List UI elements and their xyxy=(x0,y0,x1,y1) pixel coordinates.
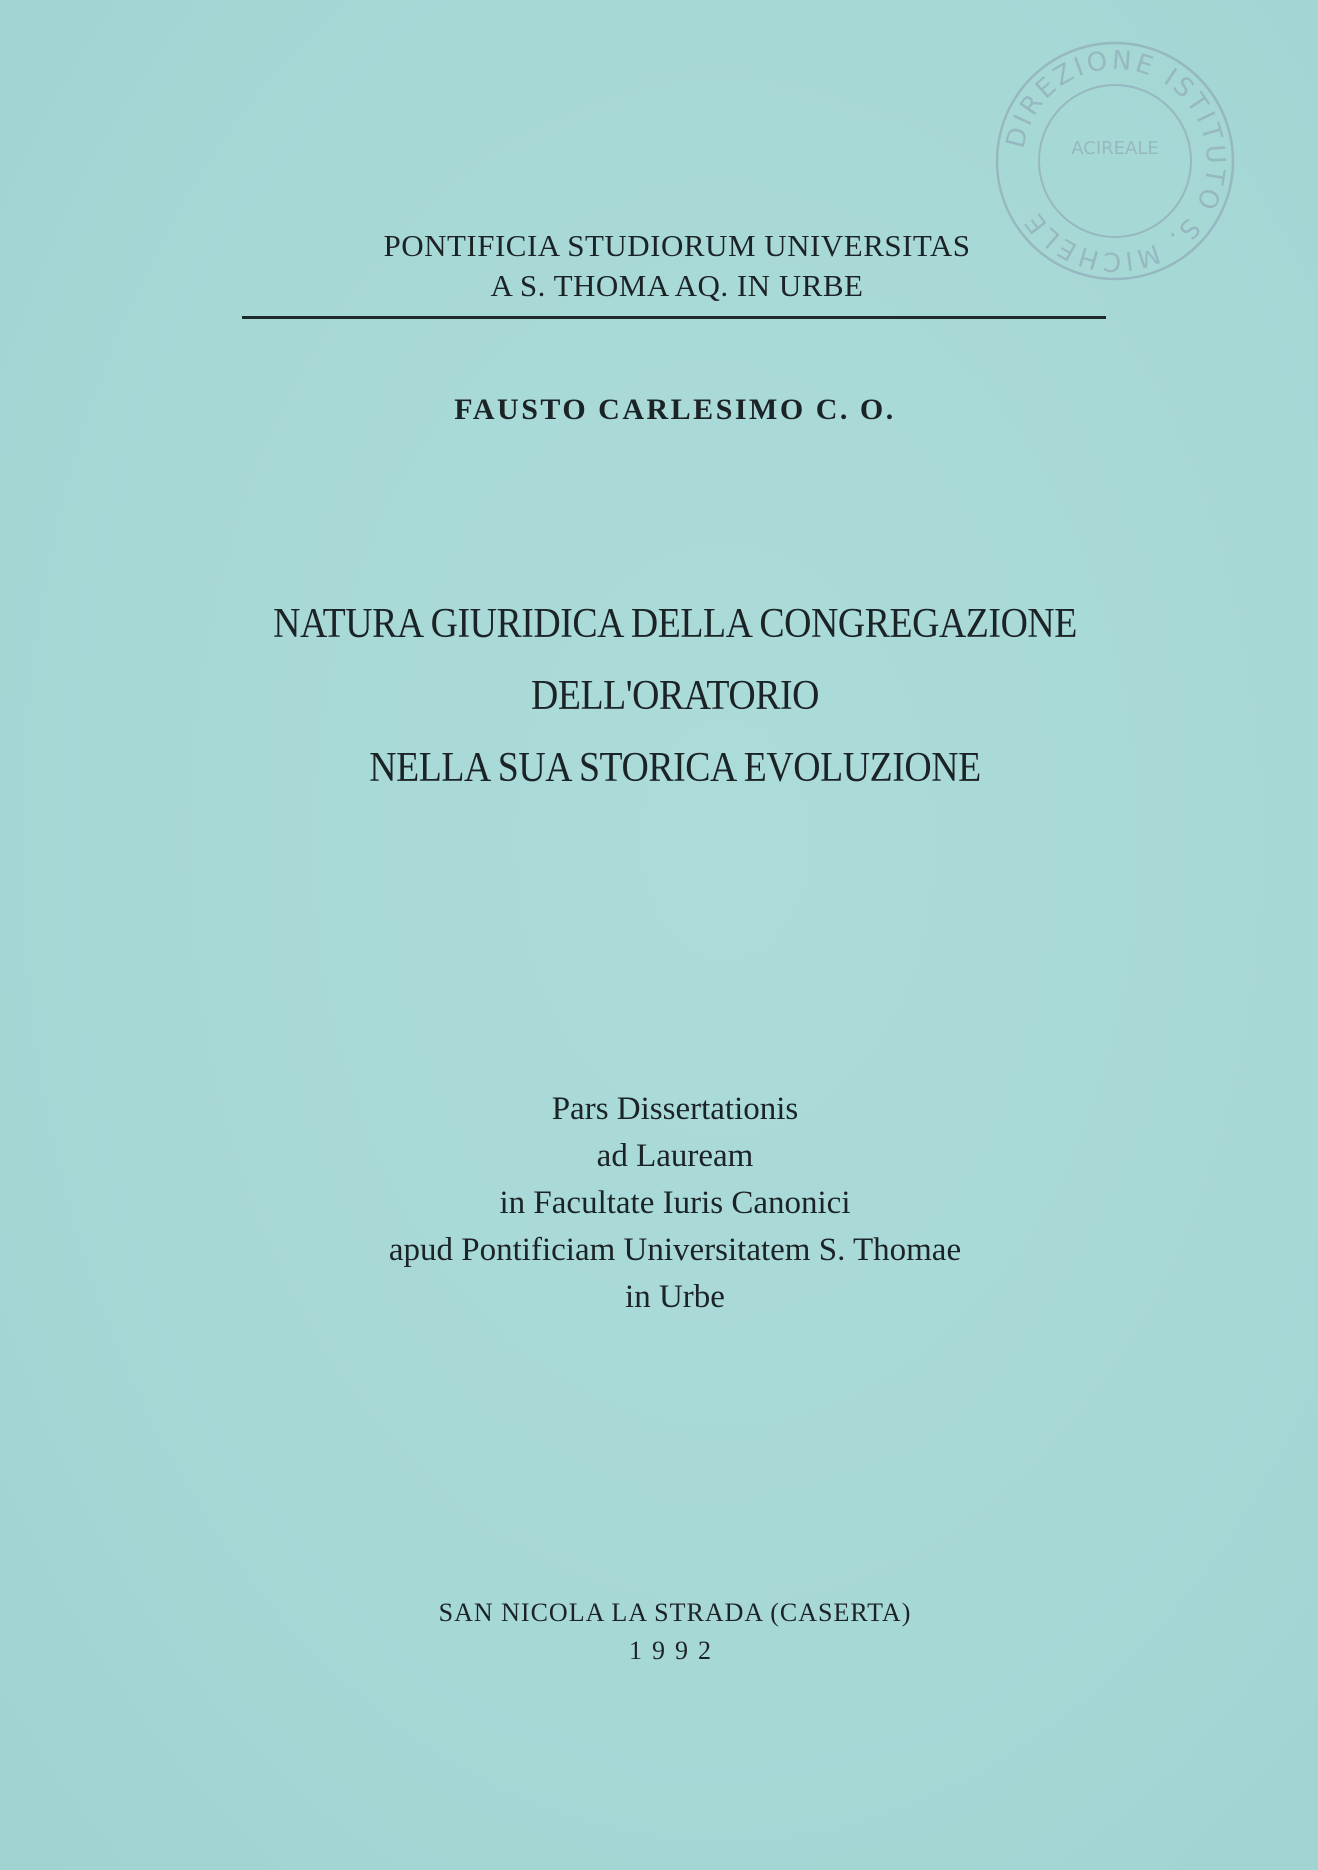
dissertation-line-4: apud Pontificiam Universitatem S. Thomae xyxy=(388,1232,962,1268)
dissertation-note xyxy=(16,1086,1318,1321)
title-line-2: DELL'ORATORIO xyxy=(531,673,819,719)
title-line-1: NATURA GIURIDICA DELLA CONGREGAZIONE xyxy=(273,601,1077,647)
publication-year: 1992 xyxy=(629,1636,721,1665)
header-rule xyxy=(242,316,1106,319)
institution-line-2: A S. THOMA AQ. IN URBE xyxy=(490,268,864,303)
book-title xyxy=(16,588,1318,804)
institution-header xyxy=(18,226,1318,306)
publication-info xyxy=(16,1594,1318,1670)
stamp-outer-text: DIREZIONE ISTITUTO S. MICHELE xyxy=(1000,45,1231,277)
title-line-3: NELLA SUA STORICA EVOLUZIONE xyxy=(369,745,981,791)
dissertation-line-3: in Facultate Iuris Canonici xyxy=(499,1185,851,1221)
author-name: FAUSTO CARLESIMO C. O. xyxy=(454,393,896,426)
dissertation-line-5: in Urbe xyxy=(625,1279,725,1315)
dissertation-line-1: Pars Dissertationis xyxy=(551,1091,799,1127)
publication-place: SAN NICOLA LA STRADA (CASERTA) xyxy=(438,1598,912,1627)
institution-line-1: PONTIFICIA STUDIORUM UNIVERSITAS xyxy=(383,228,971,263)
stamp-inner-ring xyxy=(1039,85,1191,237)
dissertation-line-2: ad Lauream xyxy=(596,1138,754,1174)
stamp-inner-text: ACIREALE xyxy=(1071,138,1159,159)
